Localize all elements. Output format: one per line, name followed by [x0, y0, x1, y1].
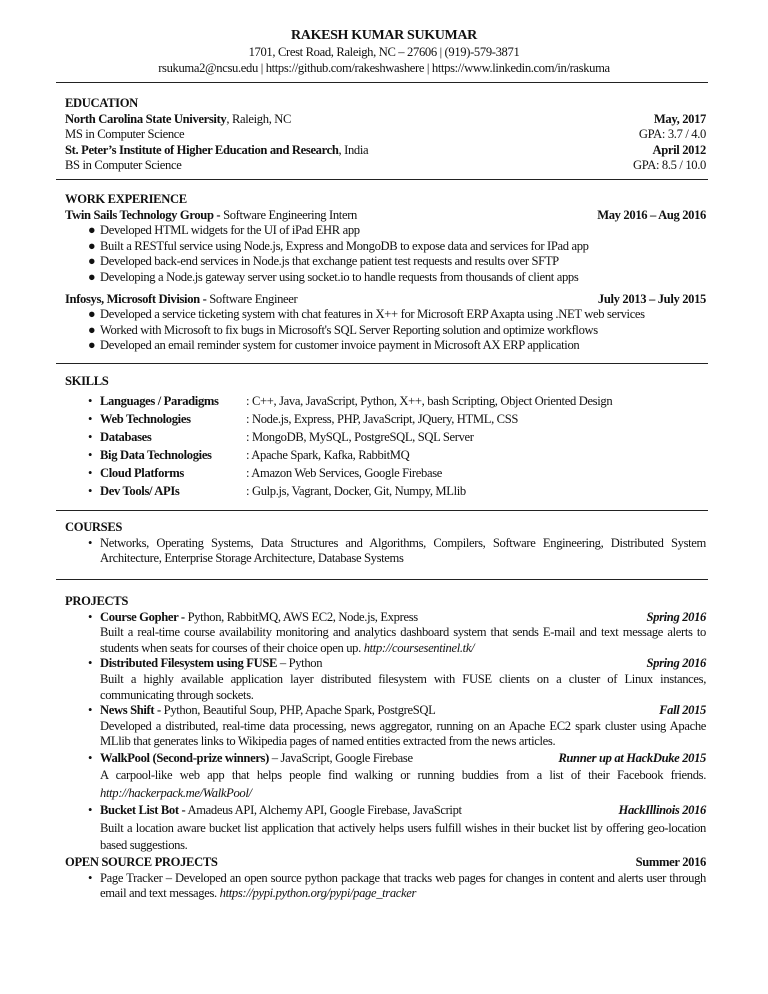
bullet-icon: •	[88, 483, 93, 498]
section-title: SKILLS	[65, 374, 109, 388]
project-tech: Amadeus API, Alchemy API, Google Firebase, JavaScript	[185, 803, 462, 818]
bullet-icon: ●	[88, 307, 96, 322]
project-tech: Python, Beautiful Soup, PHP, Apache Spark, PostgreSQL	[160, 703, 436, 718]
skill-label: Dev Tools/ APIs	[100, 483, 180, 498]
skill-value: : Apache Spark, Kafka, RabbitMQ	[246, 447, 410, 462]
section-title: WORK EXPERIENCE	[65, 192, 187, 206]
education-section	[65, 96, 706, 174]
project-name: Bucket List Bot -	[100, 803, 186, 818]
section-title: OPEN SOURCE PROJECTS	[65, 854, 218, 869]
bullet-icon: •	[88, 429, 93, 444]
project-tech: – Python	[277, 656, 323, 671]
skill-label: Cloud Platforms	[100, 465, 184, 480]
skill-label: Languages / Paradigms	[100, 393, 219, 408]
project-desc: Developed a distributed, real-time data processing, news aggregator, running on an Apache EC2 spark cluster using Apache MLlib that generates links to Wikipedia pages of named entities extracted from the news articles.	[100, 718, 706, 749]
courses-text: Networks, Operating Systems, Data Structures and Algorithms, Compilers, Software Engineering, Distributed System Architecture, Enterprise Storage Architecture, Database Systems	[100, 535, 706, 566]
section-title: EDUCATION	[65, 96, 138, 110]
work-section	[65, 192, 706, 354]
project-date: Fall 2015	[659, 703, 706, 718]
skill-item	[65, 482, 706, 500]
skill-label: Databases	[100, 429, 152, 444]
gpa: GPA: 8.5 / 10.0	[632, 158, 706, 173]
bullet-text: Developed back-end services in Node.js that exchange patient test requests and results over SFTP	[100, 254, 559, 269]
project-date: HackIllinois 2016	[618, 803, 706, 818]
project-name: Distributed Filesystem using FUSE	[100, 656, 278, 671]
list-item	[65, 239, 706, 255]
list-item	[65, 223, 706, 239]
bullet-icon: •	[88, 411, 93, 426]
bullet-icon: •	[88, 703, 93, 718]
bullet-icon: •	[88, 393, 93, 408]
company: Infosys, Microsoft Division -	[65, 291, 207, 306]
skill-value: : Node.js, Express, PHP, JavaScript, JQuery, HTML, CSS	[246, 411, 519, 426]
bullet-icon: •	[88, 535, 93, 550]
bullet-icon: •	[88, 609, 93, 624]
project-link[interactable]: http://coursesentinel.tk/	[363, 640, 475, 655]
resume-header	[0, 27, 768, 76]
divider	[56, 82, 708, 83]
skill-label: Web Technologies	[100, 411, 191, 426]
project-item	[65, 802, 706, 855]
address: 1701, Crest Road, Raleigh, NC – 27606 | (919)-579-3871	[248, 45, 520, 59]
list-item	[65, 307, 706, 323]
bullet-icon: •	[88, 750, 93, 765]
education-entry	[65, 143, 706, 159]
project-desc: Built a real-time course availability monitoring and analytics dashboard system that sends E-mail and text message alerts to students when seats for courses of their choice open up.	[100, 625, 706, 655]
bullet-icon: •	[88, 656, 93, 671]
bullet-icon: •	[88, 870, 93, 885]
skill-value: : Gulp.js, Vagrant, Docker, Git, Numpy, MLlib	[246, 483, 466, 498]
role: Software Engineer	[206, 291, 298, 306]
location: , Raleigh, NC	[226, 111, 292, 126]
project-date: Spring 2016	[646, 609, 706, 624]
bullet-text: Developed an email reminder system for customer invoice payment in Microsoft AX ERP application	[100, 338, 580, 353]
project-name: News Shift -	[100, 703, 161, 718]
bullet-icon: •	[88, 803, 93, 818]
project-item	[65, 610, 706, 657]
open-source-text: Page Tracker – Developed an open source python package that tracks web pages for changes in content and alerts user through email and text messages.	[100, 870, 706, 901]
school: North Carolina State University	[65, 111, 227, 126]
skill-value: : Amazon Web Services, Google Firebase	[246, 465, 442, 480]
education-entry	[65, 112, 706, 128]
bullet-icon: ●	[88, 322, 96, 337]
list-item	[65, 270, 706, 286]
divider	[56, 510, 708, 511]
skill-item	[65, 464, 706, 482]
project-desc: A carpool-like web app that helps people find walking or running buddies from a list of their Facebook friends.	[100, 768, 706, 783]
bullet-icon: •	[88, 465, 93, 480]
gpa: GPA: 3.7 / 4.0	[638, 127, 706, 142]
list-item	[65, 536, 706, 567]
project-date: Spring 2016	[646, 656, 706, 671]
project-item	[65, 656, 706, 703]
date: Summer 2016	[635, 854, 706, 869]
list-item	[65, 254, 706, 270]
degree-row	[65, 127, 706, 143]
date: May 2016 – Aug 2016	[597, 207, 706, 222]
bullet-icon: ●	[88, 338, 96, 353]
skills-section	[65, 374, 706, 500]
section-title: COURSES	[65, 520, 123, 534]
open-source-header	[65, 855, 706, 871]
project-tech: Python, RabbitMQ, AWS EC2, Node.js, Express	[184, 609, 418, 624]
role: Software Engineering Intern	[220, 207, 357, 222]
location: , India	[338, 142, 369, 157]
degree-row	[65, 158, 706, 174]
section-title: PROJECTS	[65, 594, 128, 608]
skill-item	[65, 410, 706, 428]
bullet-text: Worked with Microsoft to fix bugs in Microsoft's SQL Server Reporting solution and optimize workflows	[100, 322, 598, 337]
project-item	[65, 703, 706, 750]
skill-value: : MongoDB, MySQL, PostgreSQL, SQL Server	[246, 429, 474, 444]
bullet-icon: ●	[88, 254, 96, 269]
bullet-icon: •	[88, 447, 93, 462]
bullet-icon: ●	[88, 269, 96, 284]
project-name: Course Gopher -	[100, 609, 185, 624]
candidate-name: RAKESH KUMAR SUKUMAR	[291, 28, 477, 43]
project-desc: Built a highly available application layer distributed filesystem with FUSE clients on a cluster of Linux instances, communicating through sockets.	[100, 671, 706, 702]
project-link[interactable]: http://hackerpack.me/WalkPool/	[100, 785, 252, 800]
list-item	[65, 338, 706, 354]
job-header	[65, 292, 706, 308]
project-tech: – JavaScript, Google Firebase	[268, 750, 413, 765]
project-date: Runner up at HackDuke 2015	[558, 750, 706, 765]
degree: BS in Computer Science	[65, 158, 182, 173]
date: May, 2017	[653, 111, 706, 126]
bullet-icon: ●	[88, 238, 96, 253]
skill-value: : C++, Java, JavaScript, Python, X++, bash Scripting, Object Oriented Design	[246, 393, 613, 408]
degree: MS in Computer Science	[65, 127, 185, 142]
open-source-link[interactable]: https://pypi.python.org/pypi/page_tracker	[219, 886, 417, 901]
projects-section	[65, 594, 706, 902]
courses-section	[65, 520, 706, 567]
divider	[56, 363, 708, 364]
project-name: WalkPool (Second-prize winners)	[100, 750, 269, 765]
skill-item	[65, 428, 706, 446]
skill-item	[65, 446, 706, 464]
project-item	[65, 750, 706, 803]
bullet-text: Developed a service ticketing system with chat features in X++ for Microsoft ERP Axapta using .NET web services	[100, 307, 645, 322]
school: St. Peter’s Institute of Higher Education and Research	[65, 142, 339, 157]
bullet-text: Developing a Node.js gateway server using socket.io to handle requests from thousands of client apps	[100, 269, 579, 284]
date: April 2012	[652, 142, 706, 157]
bullet-text: Built a RESTful service using Node.js, Express and MongoDB to expose data and services for IPad app	[100, 238, 589, 253]
job-header	[65, 208, 706, 224]
company: Twin Sails Technology Group -	[65, 207, 221, 222]
bullet-icon: ●	[88, 223, 96, 238]
skill-label: Big Data Technologies	[100, 447, 212, 462]
bullet-text: Developed HTML widgets for the UI of iPad EHR app	[100, 223, 360, 238]
contacts: rsukuma2@ncsu.edu | https://github.com/rakeshwashere | https://www.linkedin.com/in/raskuma	[158, 61, 610, 75]
list-item	[65, 871, 706, 902]
divider	[56, 179, 708, 180]
skill-item	[65, 392, 706, 410]
divider	[56, 579, 708, 580]
project-desc: Built a location aware bucket list application that actively helps users fulfill wishes in their bucket list by offering geo-location based suggestions.	[100, 820, 706, 853]
date: July 2013 – July 2015	[597, 291, 706, 306]
list-item	[65, 323, 706, 339]
